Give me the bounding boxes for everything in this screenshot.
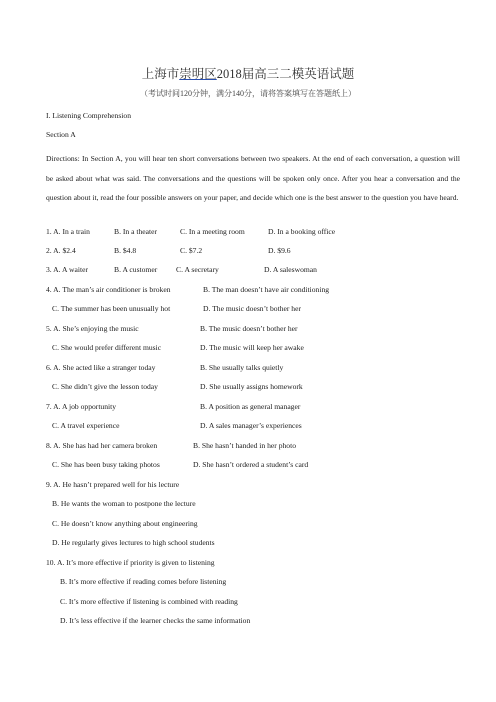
title-prefix: 上海市 (141, 67, 180, 81)
option-a: 6. A. She acted like a stranger today (46, 363, 156, 372)
option-d: D. The music doesn’t bother her (203, 304, 301, 313)
option-b: B. A position as general manager (200, 402, 301, 411)
option-b: B. The music doesn’t bother her (200, 324, 298, 333)
option-a: 1. A. In a train (46, 227, 90, 236)
directions-paragraph: Directions: In Section A, you will hear ten short conversations between two speakers. At the end of each conversation, a question will be asked about what was said. The conversations and the questions will be spoken only once. After you hear a conversation and the question about it, read the four possible answers on your paper, and decide which one is the best answer to the question you have heard. (46, 154, 460, 203)
option-a: 4. A. The man’s air conditioner is broken (46, 285, 171, 294)
option-c: C. She didn’t give the lesson today (52, 382, 158, 391)
option-d: D. A saleswoman (264, 265, 317, 274)
option-a: 2. A. $2.4 (46, 246, 76, 255)
option-c: C. She has been busy taking photos (52, 460, 160, 469)
option-d: D. She usually assigns homework (200, 382, 303, 391)
option-d: D. The music will keep her awake (200, 343, 304, 352)
option-c: C. It’s more effective if listening is combined with reading (60, 597, 238, 606)
option-b: B. She usually talks quietly (200, 363, 284, 372)
option-d: D. She hasn’t ordered a student’s card (193, 460, 309, 469)
option-b: B. In a theater (114, 227, 158, 236)
option-c: C. He doesn’t know anything about engineering (52, 519, 198, 528)
option-a: 10. A. It’s more effective if priority is given to listening (46, 558, 215, 567)
option-d: D. A sales manager’s experiences (200, 421, 302, 430)
title-suffix: 2018届高三二模英语试题 (216, 67, 355, 81)
option-a: 8. A. She has had her camera broken (46, 441, 158, 450)
option-b: B. He wants the woman to postpone the lecture (52, 499, 196, 508)
option-b: B. A customer (114, 265, 158, 274)
option-c: C. $7.2 (180, 246, 203, 255)
part-heading: I. Listening Comprehension (46, 111, 131, 120)
option-b: B. The man doesn’t have air conditioning (203, 285, 330, 294)
option-c: C. In a meeting room (180, 227, 245, 236)
option-d: D. In a booking office (268, 227, 336, 236)
exam-instructions: （考试时间120分钟，满分140分，请将答案填写在答题纸上） (140, 89, 356, 98)
option-b: B. $4.8 (114, 246, 137, 255)
option-a: 9. A. He hasn’t prepared well for his lecture (46, 480, 180, 489)
option-c: C. She would prefer different music (52, 343, 162, 352)
page-title (0, 64, 496, 82)
option-c: C. A travel experience (52, 421, 120, 430)
option-b: B. She hasn’t handed in her photo (193, 441, 296, 450)
option-d: D. He regularly gives lectures to high school students (52, 538, 215, 547)
option-a: 3. A. A waiter (46, 265, 88, 274)
option-b: B. It’s more effective if reading comes before listening (60, 577, 227, 586)
option-a: 7. A. A job opportunity (46, 402, 117, 411)
option-c: C. A secretary (176, 265, 219, 274)
title-district: 崇明区 (179, 67, 217, 81)
option-d: D. It’s less effective if the learner checks the same information (60, 616, 251, 625)
option-c: C. The summer has been unusually hot (52, 304, 171, 313)
option-d: D. $9.6 (268, 246, 291, 255)
option-a: 5. A. She’s enjoying the music (46, 324, 139, 333)
section-heading: Section A (46, 130, 76, 139)
